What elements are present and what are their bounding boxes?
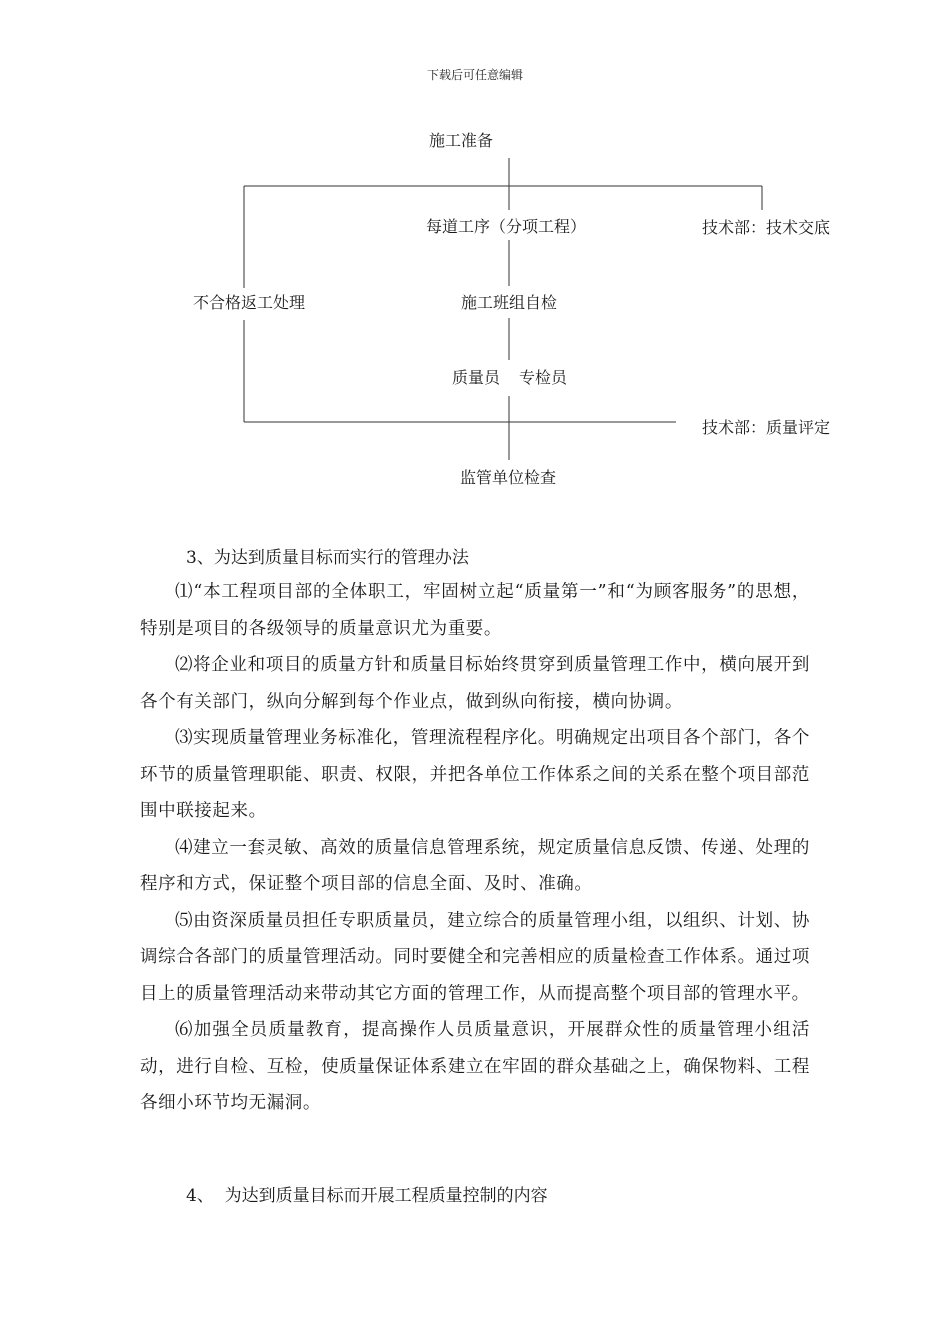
node-team-self-check: 施工班组自检	[461, 293, 558, 312]
paragraph-5: ⑸由资深质量员担任专职质量员，建立综合的质量管理小组，以组织、计划、协调综合各部门的质量管理活动。同时要健全和完善相应的质量检查工作体系。通过项目上的质量管理活动来带动其它方面的管理工作，从而提高整个项目部的管理水平。	[140, 910, 810, 1004]
node-construction-prep: 施工准备	[429, 131, 494, 150]
section-3-body	[140, 574, 810, 1122]
node-quality-assessment: 技术部：质量评定	[702, 418, 831, 437]
node-quality-inspector: 质量员	[452, 368, 501, 387]
paragraph-1: ⑴“本工程项目部的全体职工，牢固树立起“质量第一”和“为顾客服务”的思想，特别是项目的各级领导的质量意识尤为重要。	[140, 582, 810, 639]
paragraph-4: ⑷建立一套灵敏、高效的质量信息管理系统，规定质量信息反馈、传递、处理的程序和方式，保证整个项目部的信息全面、及时、准确。	[140, 837, 810, 894]
paragraph-2: ⑵将企业和项目的质量方针和质量目标始终贯穿到质量管理工作中，横向展开到各个有关部门，纵向分解到每个作业点，做到纵向衔接，横向协调。	[140, 655, 810, 712]
node-each-process: 每道工序（分项工程）	[426, 217, 587, 236]
node-supervision-check: 监管单位检查	[460, 468, 557, 487]
node-rework: 不合格返工处理	[193, 293, 306, 312]
node-tech-briefing: 技术部：技术交底	[702, 218, 831, 237]
section-3-title: 3、为达到质量目标而实行的管理办法	[186, 548, 469, 568]
section-4-title: 4、 为达到质量目标而开展工程质量控制的内容	[186, 1186, 548, 1206]
paragraph-6: ⑹加强全员质量教育，提高操作人员质量意识，开展群众性的质量管理小组活动，进行自检、互检，使质量保证体系建立在牢固的群众基础之上，确保物料、工程各细小环节均无漏洞。	[140, 1020, 810, 1113]
flowchart-connectors	[0, 0, 950, 520]
paragraph-3: ⑶实现质量管理业务标准化，管理流程程序化。明确规定出项目各个部门，各个环节的质量管理职能、职责、权限，并把各单位工作体系之间的关系在整个项目部范围中联接起来。	[140, 728, 810, 821]
node-special-inspector: 专检员	[519, 368, 568, 387]
page-header: 下载后可任意编辑	[426, 68, 523, 82]
